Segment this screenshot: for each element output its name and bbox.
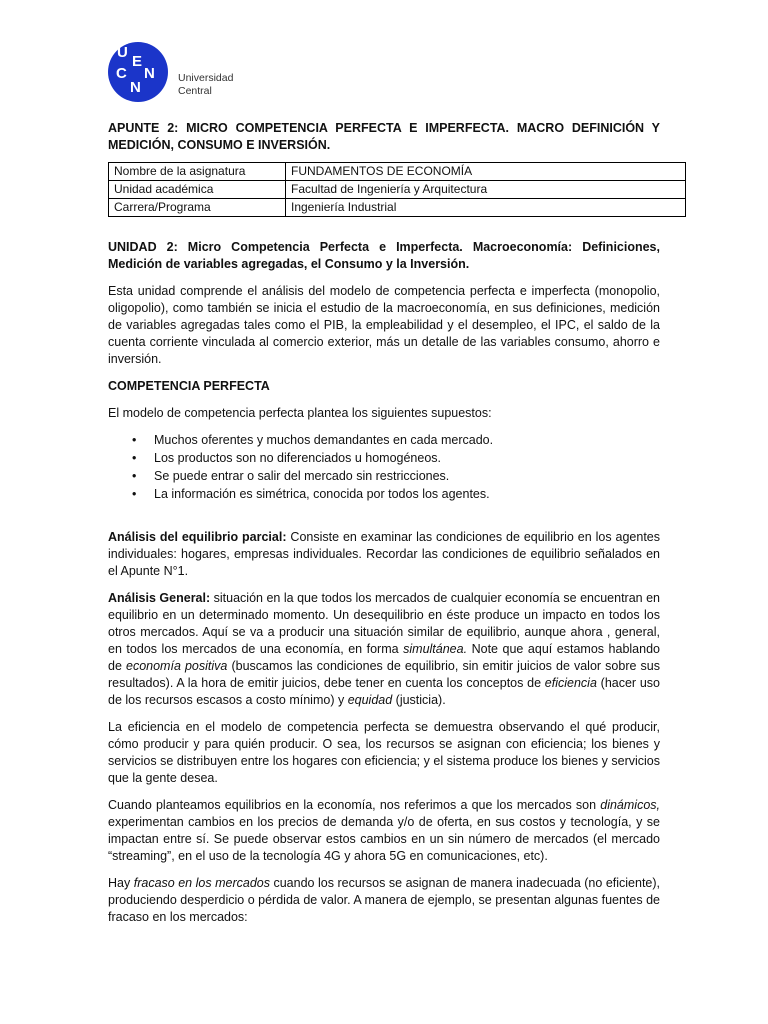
table-row bbox=[109, 199, 686, 217]
general-analysis-paragraph bbox=[108, 590, 660, 709]
document-body bbox=[108, 120, 660, 936]
assumptions-list bbox=[108, 432, 660, 503]
emphasis-text: simultánea. bbox=[403, 642, 468, 656]
logo-letter: C bbox=[116, 65, 127, 82]
emphasis-text: fracaso en los mercados bbox=[133, 876, 270, 890]
assumptions-intro: El modelo de competencia perfecta plantea los siguientes supuestos: bbox=[108, 406, 492, 420]
bullet-icon: • bbox=[132, 487, 137, 501]
paragraph-text: Note que aquí estamos hablando de bbox=[108, 642, 660, 673]
logo-wordmark bbox=[178, 72, 233, 98]
university-logo bbox=[108, 42, 244, 102]
market-failure-paragraph bbox=[108, 875, 660, 926]
list-item bbox=[108, 432, 660, 449]
term-label: Análisis General: bbox=[108, 591, 211, 605]
paragraph-text: cuando los recursos se asignan de manera inadecuada (no eficiente), produciendo desperdicio o pérdida de valor. A manera de ejemplo, se presentan algunas fuentes de fracaso en los mercados: bbox=[108, 876, 661, 924]
table-key: Nombre de la asignatura bbox=[109, 163, 286, 181]
emphasis-text: dinámicos, bbox=[600, 798, 660, 812]
logo-letter: N bbox=[130, 79, 141, 96]
table-row bbox=[109, 181, 686, 199]
logo-letter: U bbox=[117, 44, 128, 61]
paragraph-text: situación en la que todos los mercados de cualquier economía se encuentran en equilibrio en un determinado momento. Un desequilibrio en éste produce un impacto en todos los otros mercados. Aquí se va a producir una situación similar de equilibrio, aunque ahora , general, en todos los mercados de una economía, en forma bbox=[108, 591, 661, 656]
term-label: Análisis del equilibrio parcial: bbox=[108, 530, 287, 544]
list-item bbox=[108, 486, 660, 503]
partial-equilibrium-paragraph bbox=[108, 529, 660, 580]
table-value: Facultad de Ingeniería y Arquitectura bbox=[286, 181, 686, 199]
bullet-icon: • bbox=[132, 451, 137, 465]
table-key: Carrera/Programa bbox=[109, 199, 286, 217]
emphasis-text: economía positiva bbox=[126, 659, 228, 673]
paragraph-text: experimentan cambios en los precios de demanda y/o de oferta, en sus costos y tecnología, y se impactan entre sí. Se puede observar estos cambios en un sin número de mercados (el mercado “streaming”, en el uso de la tecnología 4G y ahora 5G en comunicaciones, etc). bbox=[108, 815, 660, 863]
course-info-table bbox=[108, 162, 686, 217]
paragraph-text: (hacer uso de los recursos escasos a costo mínimo) y bbox=[108, 676, 660, 707]
emphasis-text: equidad bbox=[347, 693, 393, 707]
list-item-text: La información es simétrica, conocida por todos los agentes. bbox=[154, 487, 490, 501]
bullet-icon: • bbox=[132, 433, 137, 447]
bullet-icon: • bbox=[132, 469, 137, 483]
paragraph-text: Cuando planteamos equilibrios en la economía, nos referimos a que los mercados son bbox=[108, 798, 601, 812]
list-item-text: Los productos son no diferenciados u homogéneos. bbox=[154, 451, 441, 465]
list-item bbox=[108, 468, 660, 485]
section-heading: COMPETENCIA PERFECTA bbox=[108, 379, 270, 393]
paragraph-text: Consiste en examinar las condiciones de equilibrio en los agentes individuales: hogares, empresas individuales. Recordar las condiciones de equilibrio señalados en el Apunte N°1. bbox=[108, 530, 660, 578]
logo-letter: E bbox=[132, 53, 143, 70]
table-row bbox=[109, 163, 686, 181]
ucen-emblem-icon bbox=[108, 42, 168, 102]
logo-line-1: Universidad bbox=[178, 72, 234, 84]
table-key: Unidad académica bbox=[109, 181, 286, 199]
dynamics-paragraph bbox=[108, 797, 660, 865]
unit-heading: UNIDAD 2: Micro Competencia Perfecta e Imperfecta. Macroeconomía: Definiciones, Medición de variables agregadas, el Consumo y la Inversión. bbox=[108, 240, 660, 271]
list-item-text: Muchos oferentes y muchos demandantes en cada mercado. bbox=[154, 433, 494, 447]
paragraph-text: Hay bbox=[108, 876, 134, 890]
logo-line-2: Central bbox=[178, 85, 212, 97]
list-item-text: Se puede entrar o salir del mercado sin restricciones. bbox=[154, 469, 450, 483]
table-value: Ingeniería Industrial bbox=[286, 199, 686, 217]
logo-letter: N bbox=[144, 65, 155, 82]
intro-paragraph: Esta unidad comprende el análisis del modelo de competencia perfecta e imperfecta (monopolio, oligopolio), como también se inicia el estudio de la macroeconomía, en sus definiciones, medición de variables agregadas tales como el PIB, la empleabilidad y el desempleo, el IPC, el saldo de la cuenta corriente vinculada al comercio exterior, más un detalle de las variables consumo, ahorro e inversión. bbox=[108, 284, 660, 366]
list-item bbox=[108, 450, 660, 467]
efficiency-paragraph: La eficiencia en el modelo de competencia perfecta se demuestra observando el qué producir, cómo producir y para quién producir. O sea, los recursos se asignan con eficiencia; los bienes y servicios se distribuyen entre los hogares con eficiencia; y el sistema produce los bienes y servicios que la gente desea. bbox=[108, 720, 660, 785]
table-value: FUNDAMENTOS DE ECONOMÍA bbox=[286, 163, 686, 181]
paragraph-text: (justicia). bbox=[392, 693, 446, 707]
emphasis-text: eficiencia bbox=[544, 676, 597, 690]
document-title: APUNTE 2: MICRO COMPETENCIA PERFECTA E IMPERFECTA. MACRO DEFINICIÓN Y MEDICIÓN, CONSUMO E INVERSIÓN. bbox=[108, 121, 660, 152]
paragraph-text: (buscamos las condiciones de equilibrio, sin emitir juicios de valor sobre sus resultados). A la hora de emitir juicios, debe tener en cuenta los conceptos de bbox=[108, 659, 660, 690]
